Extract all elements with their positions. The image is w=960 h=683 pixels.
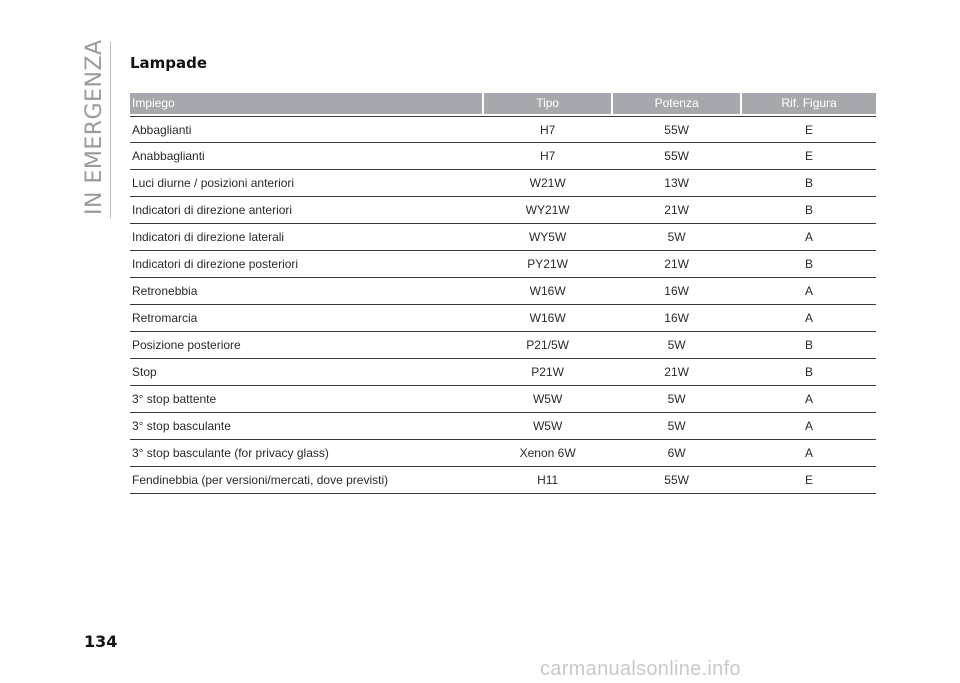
cell-potenza: 55W: [664, 123, 689, 137]
cell-impiego: Fendinebbia (per versioni/mercati, dove previsti): [132, 473, 389, 487]
section-title: Lampade: [130, 54, 208, 72]
table-row: [130, 413, 876, 440]
cell-tipo: P21W: [531, 365, 564, 379]
cell-potenza: 21W: [664, 365, 689, 379]
cell-potenza: 5W: [667, 338, 686, 352]
cell-potenza: 21W: [664, 203, 689, 217]
cell-impiego: 3° stop basculante: [132, 419, 231, 433]
cell-tipo: W5W: [532, 392, 563, 406]
cell-rif-figura: A: [805, 446, 814, 460]
cell-impiego: Posizione posteriore: [132, 338, 241, 352]
cell-tipo: PY21W: [527, 257, 568, 271]
table-header: [130, 93, 876, 114]
header-rif-figura: Rif. Figura: [742, 93, 876, 114]
section-side-tab: [80, 39, 110, 215]
cell-impiego: Retronebbia: [132, 284, 198, 298]
cell-impiego: 3° stop basculante (for privacy glass): [132, 446, 329, 460]
cell-potenza: 16W: [664, 311, 689, 325]
cell-tipo: P21/5W: [526, 338, 569, 352]
table-row: [130, 332, 876, 359]
cell-potenza: 5W: [667, 392, 686, 406]
table-row: [130, 440, 876, 467]
cell-potenza: 55W: [664, 149, 689, 163]
cell-potenza: 5W: [667, 419, 686, 433]
cell-impiego: Stop: [132, 365, 157, 379]
cell-tipo: WY21W: [525, 203, 570, 217]
table-row: [130, 305, 876, 332]
cell-tipo: WY5W: [528, 230, 567, 244]
cell-impiego: Retromarcia: [132, 311, 198, 325]
cell-rif-figura: E: [805, 473, 814, 487]
cell-impiego: Luci diurne / posizioni anteriori: [132, 176, 295, 190]
cell-rif-figura: B: [805, 338, 814, 352]
header-impiego: Impiego: [130, 93, 482, 114]
cell-rif-figura: B: [805, 176, 814, 190]
cell-rif-figura: B: [805, 203, 814, 217]
side-divider: [110, 42, 111, 218]
cell-rif-figura: A: [805, 230, 814, 244]
page-number: 134: [84, 632, 118, 651]
cell-rif-figura: E: [805, 123, 814, 137]
cell-tipo: H11: [537, 473, 559, 487]
table-row: [130, 278, 876, 305]
cell-impiego: Indicatori di direzione anteriori: [132, 203, 293, 217]
section-side-label: IN EMERGENZA: [82, 39, 107, 215]
watermark: carmanualsonline.info: [540, 658, 741, 680]
cell-rif-figura: A: [805, 419, 814, 433]
cell-potenza: 55W: [664, 473, 689, 487]
cell-rif-figura: B: [805, 257, 814, 271]
cell-tipo: W21W: [529, 176, 566, 190]
table-row: [130, 170, 876, 197]
cell-potenza: 5W: [667, 230, 686, 244]
cell-tipo: W16W: [529, 311, 566, 325]
cell-potenza: 16W: [664, 284, 689, 298]
cell-rif-figura: A: [805, 392, 814, 406]
cell-impiego: Anabbaglianti: [132, 149, 205, 163]
table-row: [130, 467, 876, 494]
cell-tipo: Xenon 6W: [519, 446, 576, 460]
table-row: [130, 224, 876, 251]
cell-potenza: 21W: [664, 257, 689, 271]
cell-tipo: W16W: [529, 284, 566, 298]
cell-potenza: 6W: [667, 446, 686, 460]
cell-rif-figura: E: [805, 149, 814, 163]
table-row: [130, 143, 876, 170]
cell-potenza: 13W: [664, 176, 689, 190]
table-row: [130, 386, 876, 413]
cell-impiego: 3° stop battente: [132, 392, 217, 406]
table-body: [130, 116, 876, 494]
bulbs-table: [130, 93, 876, 494]
cell-impiego: Abbaglianti: [132, 123, 192, 137]
cell-tipo: W5W: [532, 419, 563, 433]
table-row: [130, 251, 876, 278]
cell-impiego: Indicatori di direzione posteriori: [132, 257, 299, 271]
cell-rif-figura: B: [805, 365, 814, 379]
table-row: [130, 197, 876, 224]
cell-impiego: Indicatori di direzione laterali: [132, 230, 285, 244]
cell-tipo: H7: [539, 123, 556, 137]
header-tipo: Tipo: [484, 93, 611, 114]
cell-rif-figura: A: [805, 311, 814, 325]
cell-tipo: H7: [539, 149, 556, 163]
table-row: [130, 116, 876, 143]
header-potenza: Potenza: [613, 93, 740, 114]
cell-rif-figura: A: [805, 284, 814, 298]
table-row: [130, 359, 876, 386]
